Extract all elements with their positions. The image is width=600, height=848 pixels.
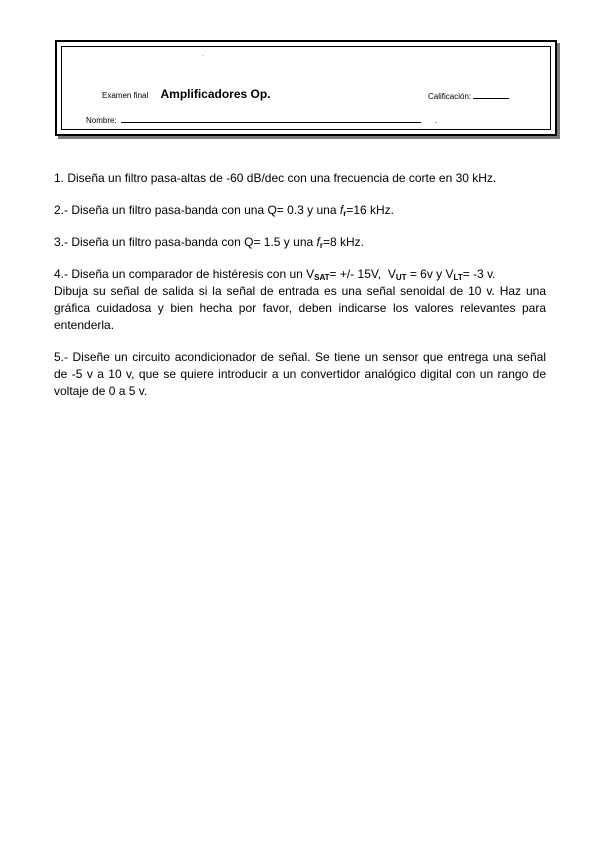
question-2-value: =16 kHz. <box>346 203 395 217</box>
exam-title-row <box>102 87 271 101</box>
questions-section <box>54 170 546 400</box>
question-2 <box>54 202 546 219</box>
question-3-subscript: r <box>319 241 323 250</box>
name-field <box>86 114 437 125</box>
question-4 <box>54 266 546 334</box>
question-3-value: =8 kHz. <box>322 235 364 249</box>
grade-blank-line <box>473 90 509 99</box>
grade-label: Calificación: <box>428 92 472 101</box>
question-4-sub-sat: SAT <box>314 273 330 282</box>
question-1: 1. Diseña un filtro pasa-altas de -60 dB/dec con una frecuencia de corte en 30 kHz. <box>54 171 497 185</box>
question-4-part-2: = +/- 15V, V <box>329 267 396 281</box>
question-4-part-1: 4.- Diseña un comparador de histéresis con un V <box>54 267 315 281</box>
course-title: Amplificadores Op. <box>160 87 271 101</box>
header-dot: · <box>202 53 204 59</box>
question-3-var: f <box>316 235 320 249</box>
question-4-body: Dibuja su señal de salida si la señal de entrada es una señal senoidal de 10 v. Haz una gráfica cuidadosa y bien hecha por favor, deben indicarse los valores relevantes para entenderla. <box>54 284 546 332</box>
question-3 <box>54 234 546 251</box>
grade-field <box>428 90 509 101</box>
question-4-part-4: = -3 v. <box>462 267 496 281</box>
exam-header-inner-border <box>61 46 551 130</box>
question-4-statement <box>54 266 546 283</box>
question-3-text: 3.- Diseña un filtro pasa-banda con Q= 1.5 y una <box>54 235 317 249</box>
question-2-text: 2.- Diseña un filtro pasa-banda con una Q= 0.3 y una <box>54 203 340 217</box>
question-2-var: f <box>339 203 344 217</box>
question-4-sub-lt: LT <box>453 273 463 282</box>
exam-label: Examen final <box>102 91 149 100</box>
question-2-subscript: r <box>343 209 347 218</box>
name-blank-line <box>121 114 421 123</box>
question-4-sub-ut: UT <box>395 273 407 282</box>
question-4-part-3: = 6v y V <box>406 267 454 281</box>
name-trailing-dot: . <box>434 116 437 125</box>
exam-header-box <box>55 40 557 136</box>
name-label: Nombre: <box>86 116 117 125</box>
question-5: 5.- Diseñe un circuito acondicionador de señal. Se tiene un sensor que entrega una señal de -5 v a 10 v, que se quiere introducir a un convertidor analógico digital con un rango de voltaje de 0 a 5 v. <box>54 350 546 398</box>
